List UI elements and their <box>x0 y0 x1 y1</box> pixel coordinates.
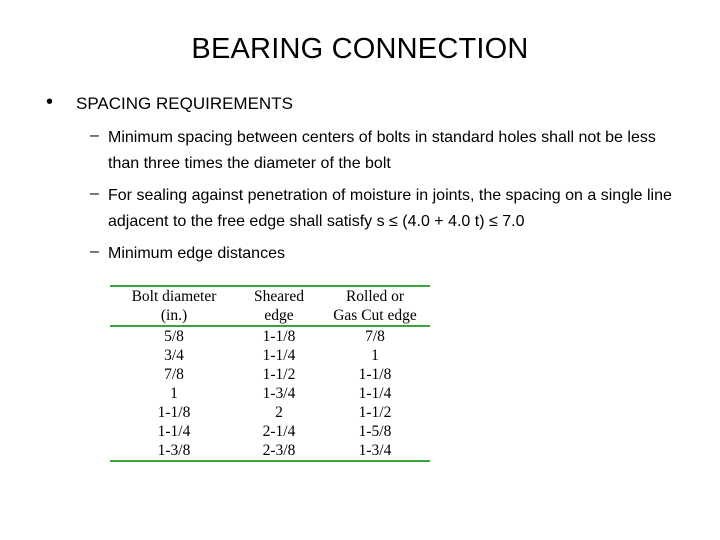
column-header: (in.) <box>110 306 238 326</box>
column-header: Bolt diameter <box>131 288 217 305</box>
table-cell: 1-1/4 <box>157 423 191 440</box>
table-cell: 1-3/4 <box>358 442 392 459</box>
table-cell: 1-5/8 <box>358 423 392 440</box>
table-cell: 1-1/2 <box>262 366 296 383</box>
table-cell: 2-1/4 <box>262 423 296 440</box>
slide-title: BEARING CONNECTION <box>191 33 529 65</box>
table-cell: 1-1/8 <box>262 328 296 345</box>
table-cell: 1 <box>371 347 379 364</box>
column-header: Sheared <box>254 288 304 305</box>
table-row <box>110 326 430 346</box>
table-row <box>110 365 430 384</box>
table-cell: 7/8 <box>164 366 184 383</box>
table-cell: 1-1/4 <box>358 385 392 402</box>
edge-distance-table <box>110 285 430 462</box>
table-cell: 1 <box>170 385 178 402</box>
dash-icon: – <box>90 127 99 144</box>
table-cell: 1-1/4 <box>262 347 296 364</box>
dash-icon: – <box>90 185 99 202</box>
table-header-row <box>110 286 430 306</box>
table-header-row <box>110 306 430 326</box>
dash-icon: – <box>90 243 99 260</box>
table-row <box>110 441 430 461</box>
table-cell: 1-3/4 <box>262 385 296 402</box>
table-cell: 1-1/8 <box>157 404 191 421</box>
table-cell: 2 <box>275 404 283 421</box>
column-header: Rolled or <box>345 288 405 305</box>
table-cell: 1-1/8 <box>358 366 392 383</box>
sub-bullet-text: Minimum spacing between centers of bolts in standard holes shall not be less than three times the diameter of the bolt <box>108 129 656 172</box>
column-header: edge <box>238 306 320 326</box>
sub-bullet-text: For sealing against penetration of moisture in joints, the spacing on a single line adjacent to the free edge shall satisfy s ≤ (4.0 + 4.0 t) ≤ 7.0 <box>108 187 672 230</box>
table-cell: 1-3/8 <box>157 442 191 459</box>
column-header: Gas Cut edge <box>320 306 430 326</box>
table-cell: 1-1/2 <box>358 404 392 421</box>
table-cell: 5/8 <box>164 328 184 345</box>
bullet-icon: • <box>46 91 54 113</box>
table-cell: 2-3/8 <box>262 442 296 459</box>
table-row <box>110 384 430 403</box>
table-row <box>110 403 430 422</box>
table-row <box>110 346 430 365</box>
sub-bullet-text: Minimum edge distances <box>108 245 285 262</box>
main-bullet-text: SPACING REQUIREMENTS <box>76 94 293 113</box>
table-cell: 3/4 <box>164 347 184 364</box>
table-row <box>110 422 430 441</box>
table-cell: 7/8 <box>365 328 385 345</box>
